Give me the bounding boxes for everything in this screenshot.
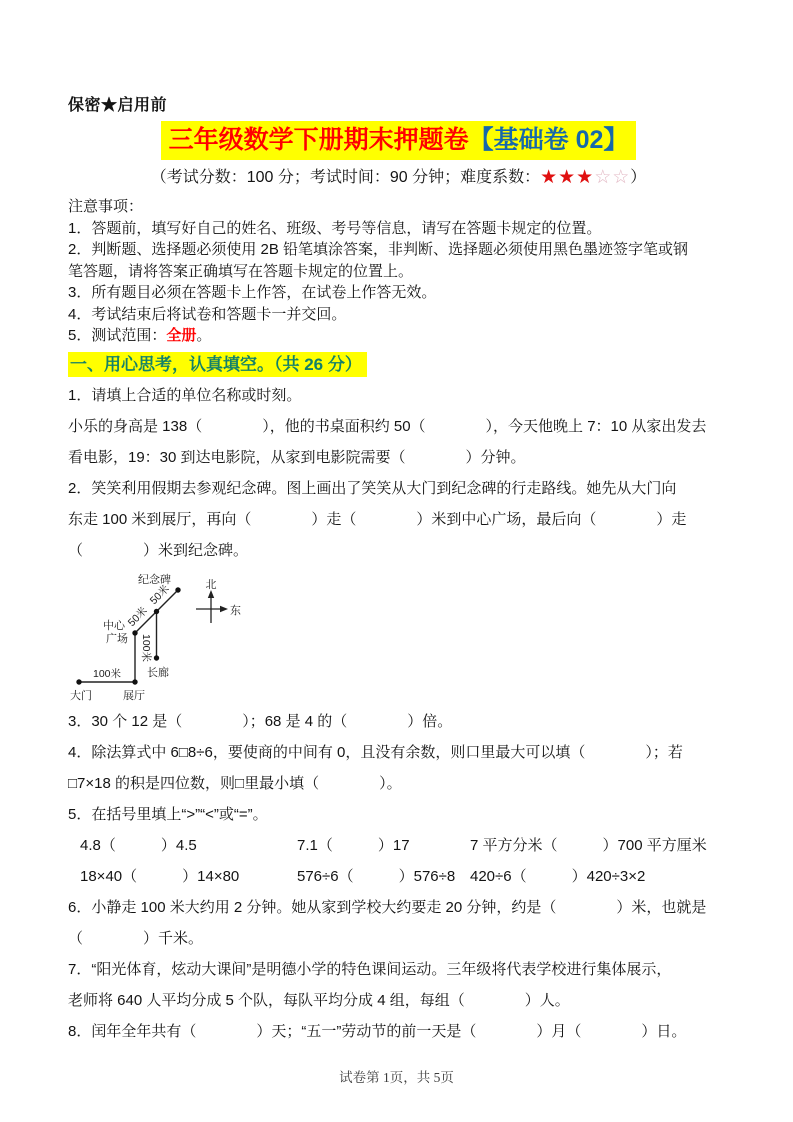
compass-north-arrow <box>208 590 214 598</box>
notice-item-1: 1．答题前，填写好自己的姓名、班级、考号等信息，请写在答题卡规定的位置。 <box>68 219 602 237</box>
question-2-line-2: 东走 100 米到展厅，再向（ ）走（ ）米到中心广场，最后向（ ）走 <box>68 510 687 528</box>
hall-label: 展厅 <box>123 689 145 702</box>
question-7-line-1: 7．“阳光体育，炫动大课间”是明德小学的特色课间运动。三年级将代表学校进行集体展示， <box>68 960 672 978</box>
question-3 <box>68 706 729 737</box>
question-6-line-2: （ ）千米。 <box>68 929 204 947</box>
q5-cell: 576÷6（ ）576÷8 <box>297 867 456 885</box>
q5-cell: 420÷6（ ）420÷3×2 <box>470 867 646 885</box>
notice-item-5-suffix: 。 <box>196 327 212 344</box>
exam-title-main: 三年级数学下册期末押题卷 <box>168 126 469 154</box>
test-range-emphasis: 全册 <box>166 327 197 344</box>
gate-label: 大门 <box>70 689 92 702</box>
notice-heading: 注意事项： <box>68 198 144 215</box>
question-5-row-2 <box>68 861 729 892</box>
notice-item-2-cont: 笔答题，请将答案正确填写在答题卡规定的位置上。 <box>68 262 414 280</box>
plaza-label-line2: 广场 <box>106 632 128 645</box>
plaza-label-line1: 中心 <box>103 619 125 632</box>
route-map-diagram <box>62 569 729 705</box>
difficulty-stars-empty-icon: ☆☆ <box>594 167 631 188</box>
notice-item-3: 3．所有题目必须在答题卡上作答，在试卷上作答无效。 <box>68 284 437 301</box>
question-6-line-1: 6．小静走 100 米大约用 2 分钟。她从家到学校大约要走 20 分钟，约是（ ）米，也就是 <box>68 898 707 916</box>
plaza-node <box>132 630 137 635</box>
q5-cell: 7.1（ ）17 <box>297 836 410 854</box>
difficulty-stars-filled-icon: ★★★ <box>540 167 595 188</box>
gate-node <box>76 679 81 684</box>
distance-seg2: 50米 <box>147 582 172 607</box>
question-1 <box>68 380 729 473</box>
exam-info-suffix: ） <box>630 169 647 186</box>
question-2-line-3: （ ）米到纪念碑。 <box>68 541 249 559</box>
exam-info-prefix: （考试分数：100 分；考试时间：90 分钟；难度系数： <box>150 169 541 186</box>
page-number-footer: 试卷第 1页，共 5页 <box>339 1070 454 1085</box>
question-1-line-1: 1．请填上合适的单位名称或时刻。 <box>68 386 302 404</box>
q5-cell: 18×40（ ）14×80 <box>80 867 240 885</box>
exam-title-sub: 【基础卷 02】 <box>468 126 629 154</box>
exam-title-row <box>68 121 729 160</box>
midpoint-node <box>154 608 159 613</box>
security-label: 保密★启用前 <box>68 97 168 114</box>
question-6 <box>68 892 729 954</box>
question-5-row-1 <box>68 830 729 861</box>
compass-east-label: 东 <box>230 604 241 617</box>
route-map-svg <box>62 569 278 705</box>
question-8 <box>68 1016 729 1047</box>
question-5-line-1: 5．在括号里填上“>”“<”或“=”。 <box>68 805 268 823</box>
questions-area <box>68 380 729 1047</box>
notice-item-2: 2．判断题、选择题必须使用 2B 铅笔填涂答案，非判断、选择题必须使用黑色墨迹签字笔或钢 <box>68 241 689 258</box>
compass-icon <box>196 578 241 623</box>
question-4-line-1: 4．除法算式中 6□8÷6，要使商的中间有 0，且没有余数，则口里最大可以填（ ）；若 <box>68 743 683 761</box>
question-4-line-2: □7×18 的积是四位数，则□里最小填（ ）。 <box>68 774 402 792</box>
corridor-node <box>154 655 159 660</box>
question-1-line-3: 看电影，19：30 到达电影院，从家到电影院需要（ ）分钟。 <box>68 448 526 466</box>
distance-seg1: 50米 <box>125 604 150 629</box>
question-1-line-2: 小乐的身高是 138（ ），他的书桌面积约 50（ ），今天他晚上 7：10 从家出发去 <box>68 417 707 435</box>
compass-north-label: 北 <box>205 578 217 591</box>
monument-node <box>175 587 180 592</box>
question-4 <box>68 737 729 799</box>
question-2-line-1: 2．笑笑利用假期去参观纪念碑。图上画出了笑笑从大门到纪念碑的行走路线。她先从大门向 <box>68 479 677 497</box>
question-2 <box>68 473 729 566</box>
distance-gate-hall: 100米 <box>92 667 122 680</box>
question-3-line-1: 3．30 个 12 是（ ）；68 是 4 的（ ）倍。 <box>68 712 453 730</box>
exam-title <box>161 121 637 160</box>
q5-cell: 7 平方分米（ ）700 平方厘米 <box>470 836 707 854</box>
notice-block <box>68 196 729 347</box>
notice-item-5 <box>68 325 729 347</box>
question-8-line-1: 8．闰年全年共有（ ）天；“五一”劳动节的前一天是（ ）月（ ）日。 <box>68 1022 687 1040</box>
exam-info-line <box>68 166 729 190</box>
section-1-heading: 一、用心思考，认真填空。（共 26 分） <box>68 352 367 377</box>
section-1-heading-row <box>68 352 729 377</box>
question-5 <box>68 799 729 892</box>
notice-item-5-prefix: 5．测试范围： <box>68 327 167 344</box>
distance-hall-plaza: 100米 <box>140 633 152 662</box>
hall-node <box>132 679 137 684</box>
corridor-label: 长廊 <box>147 666 169 679</box>
question-7 <box>68 954 729 1016</box>
question-7-line-2: 老师将 640 人平均分成 5 个队，每队平均分成 4 组，每组（ ）人。 <box>68 991 570 1009</box>
notice-item-4: 4．考试结束后将试卷和答题卡一并交回。 <box>68 305 347 323</box>
compass-east-arrow <box>220 605 228 611</box>
q5-cell: 4.8（ ）4.5 <box>80 836 197 854</box>
monument-label: 纪念碑 <box>138 573 171 586</box>
